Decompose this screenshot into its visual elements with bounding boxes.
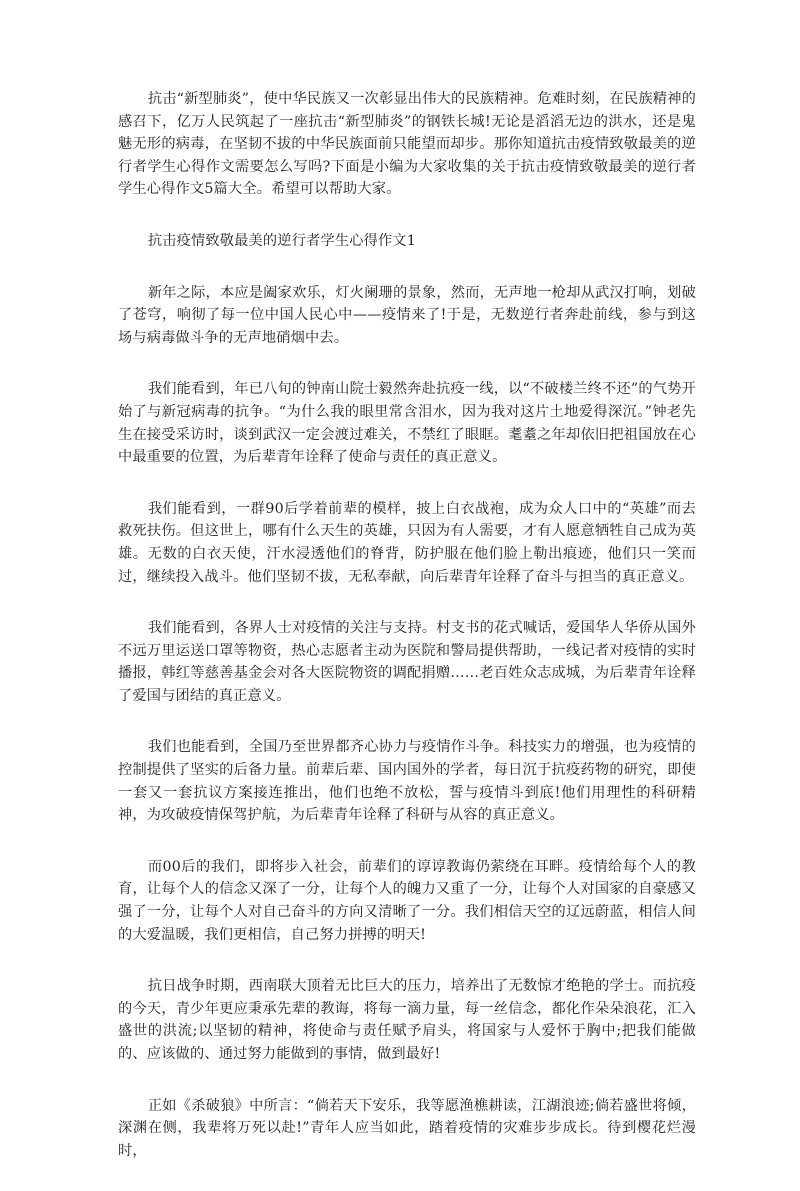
body-paragraph-8: 正如《杀破狼》中所言：“倘若天下安乐，我等愿渔樵耕读，江湖浪迹;倘若盛世将倾，深渊在侧，我辈将万死以赴!”青年人应当如此，踏着疫情的灾难步步成长。待到樱花烂漫时， [118,1097,696,1159]
body-paragraph-4: 我们能看到，各界人士对疫情的关注与支持。村支书的花式喊话，爱国华人华侨从国外不远万里运送口罩等物资，热心志愿者主动为医院和警局提供帮助，一线记者对疫情的实时播报，韩红等慈善基金会对各大医院物资的调配捐赠……老百姓众志成城，为后辈青年诠释了爱国与团结的真正意义。 [118,620,696,704]
essay-heading: 抗击疫情致敬最美的逆行者学生心得作文1 [147,232,417,249]
body-paragraph-1: 新年之际，本应是阖家欢乐，灯火阑珊的景象，然而，无声地一枪却从武汉打响，划破了苍穹，响彻了每一位中国人民心中——疫情来了!于是，无数逆行者奔赴前线，参与到这场与病毒做斗争的无声地硝烟中去。 [118,284,696,346]
body-paragraph-2: 我们能看到，年已八旬的钟南山院士毅然奔赴抗疫一线，以“不破楼兰终不还”的气势开始了与新冠病毒的抗争。“为什么我的眼里常含泪水，因为我对这片土地爱得深沉。”钟老先生在接受采访时，谈到武汉一定会渡过难关，不禁红了眼眶。耄耋之年却依旧把祖国放在心中最重要的位置，为后辈青年诠释了使命与责任的真正意义。 [118,381,696,466]
body-paragraph-3: 我们能看到，一群90后学着前辈的模样，披上白衣战袍，成为众人口中的“英雄”而去救死扶伤。但这世上，哪有什么天生的英雄，只因为有人需要，才有人愿意牺牲自己成为英雄。无数的白衣天使，汗水浸透他们的脊背，防护服在他们脸上勒出痕迹，他们只一笑而过，继续投入战斗。他们坚韧不拔，无私奉献，向后辈青年诠释了奋斗与担当的真正意义。 [118,500,696,585]
body-paragraph-5: 我们也能看到，全国乃至世界都齐心协力与疫情作斗争。科技实力的增强，也为疫情的控制提供了坚实的后备力量。前辈后辈、国内国外的学者，每日沉于抗疫药物的研究，即使一套又一套抗议方案接连推出，他们也绝不放松，誓与疫情斗到底!他们用理性的科研精神，为攻破疫情保驾护航，为后辈青年诠释了科研与从容的真正意义。 [118,739,696,824]
body-paragraph-6: 而00后的我们，即将步入社会，前辈们的谆谆教诲仍萦绕在耳畔。疫情给每个人的教育，让每个人的信念又深了一分，让每个人的魄力又重了一分，让每个人对国家的自豪感又强了一分，让每个人对自己奋斗的方向又清晰了一分。我们相信天空的辽远蔚蓝，相信人间的大爱温暖，我们更相信，自己努力拼搏的明天! [118,858,696,943]
document-page [118,88,696,1191]
intro-paragraph: 抗击“新型肺炎”，使中华民族又一次彰显出伟大的民族精神。危难时刻，在民族精神的感召下，亿万人民筑起了一座抗击“新型肺炎”的钢铁长城!无论是滔滔无边的洪水，还是鬼魅无形的病毒，在坚韧不拔的中华民族面前只能望而却步。那你知道抗击疫情致敬最美的逆行者学生心得作文需要怎么写吗?下面是小编为大家收集的关于抗击疫情致敬最美的逆行者学生心得作文5篇大全。希望可以帮助大家。 [118,91,696,198]
body-paragraph-7: 抗日战争时期，西南联大顶着无比巨大的压力，培养出了无数惊才绝艳的学士。而抗疫的今天，青少年更应秉承先辈的教诲，将每一滴力量，每一丝信念，都化作朵朵浪花，汇入盛世的洪流;以坚韧的精神，将使命与责任赋予肩头，将国家与人爱怀于胸中;把我们能做的、应该做的、通过努力能做到的事情，做到最好! [118,978,696,1062]
